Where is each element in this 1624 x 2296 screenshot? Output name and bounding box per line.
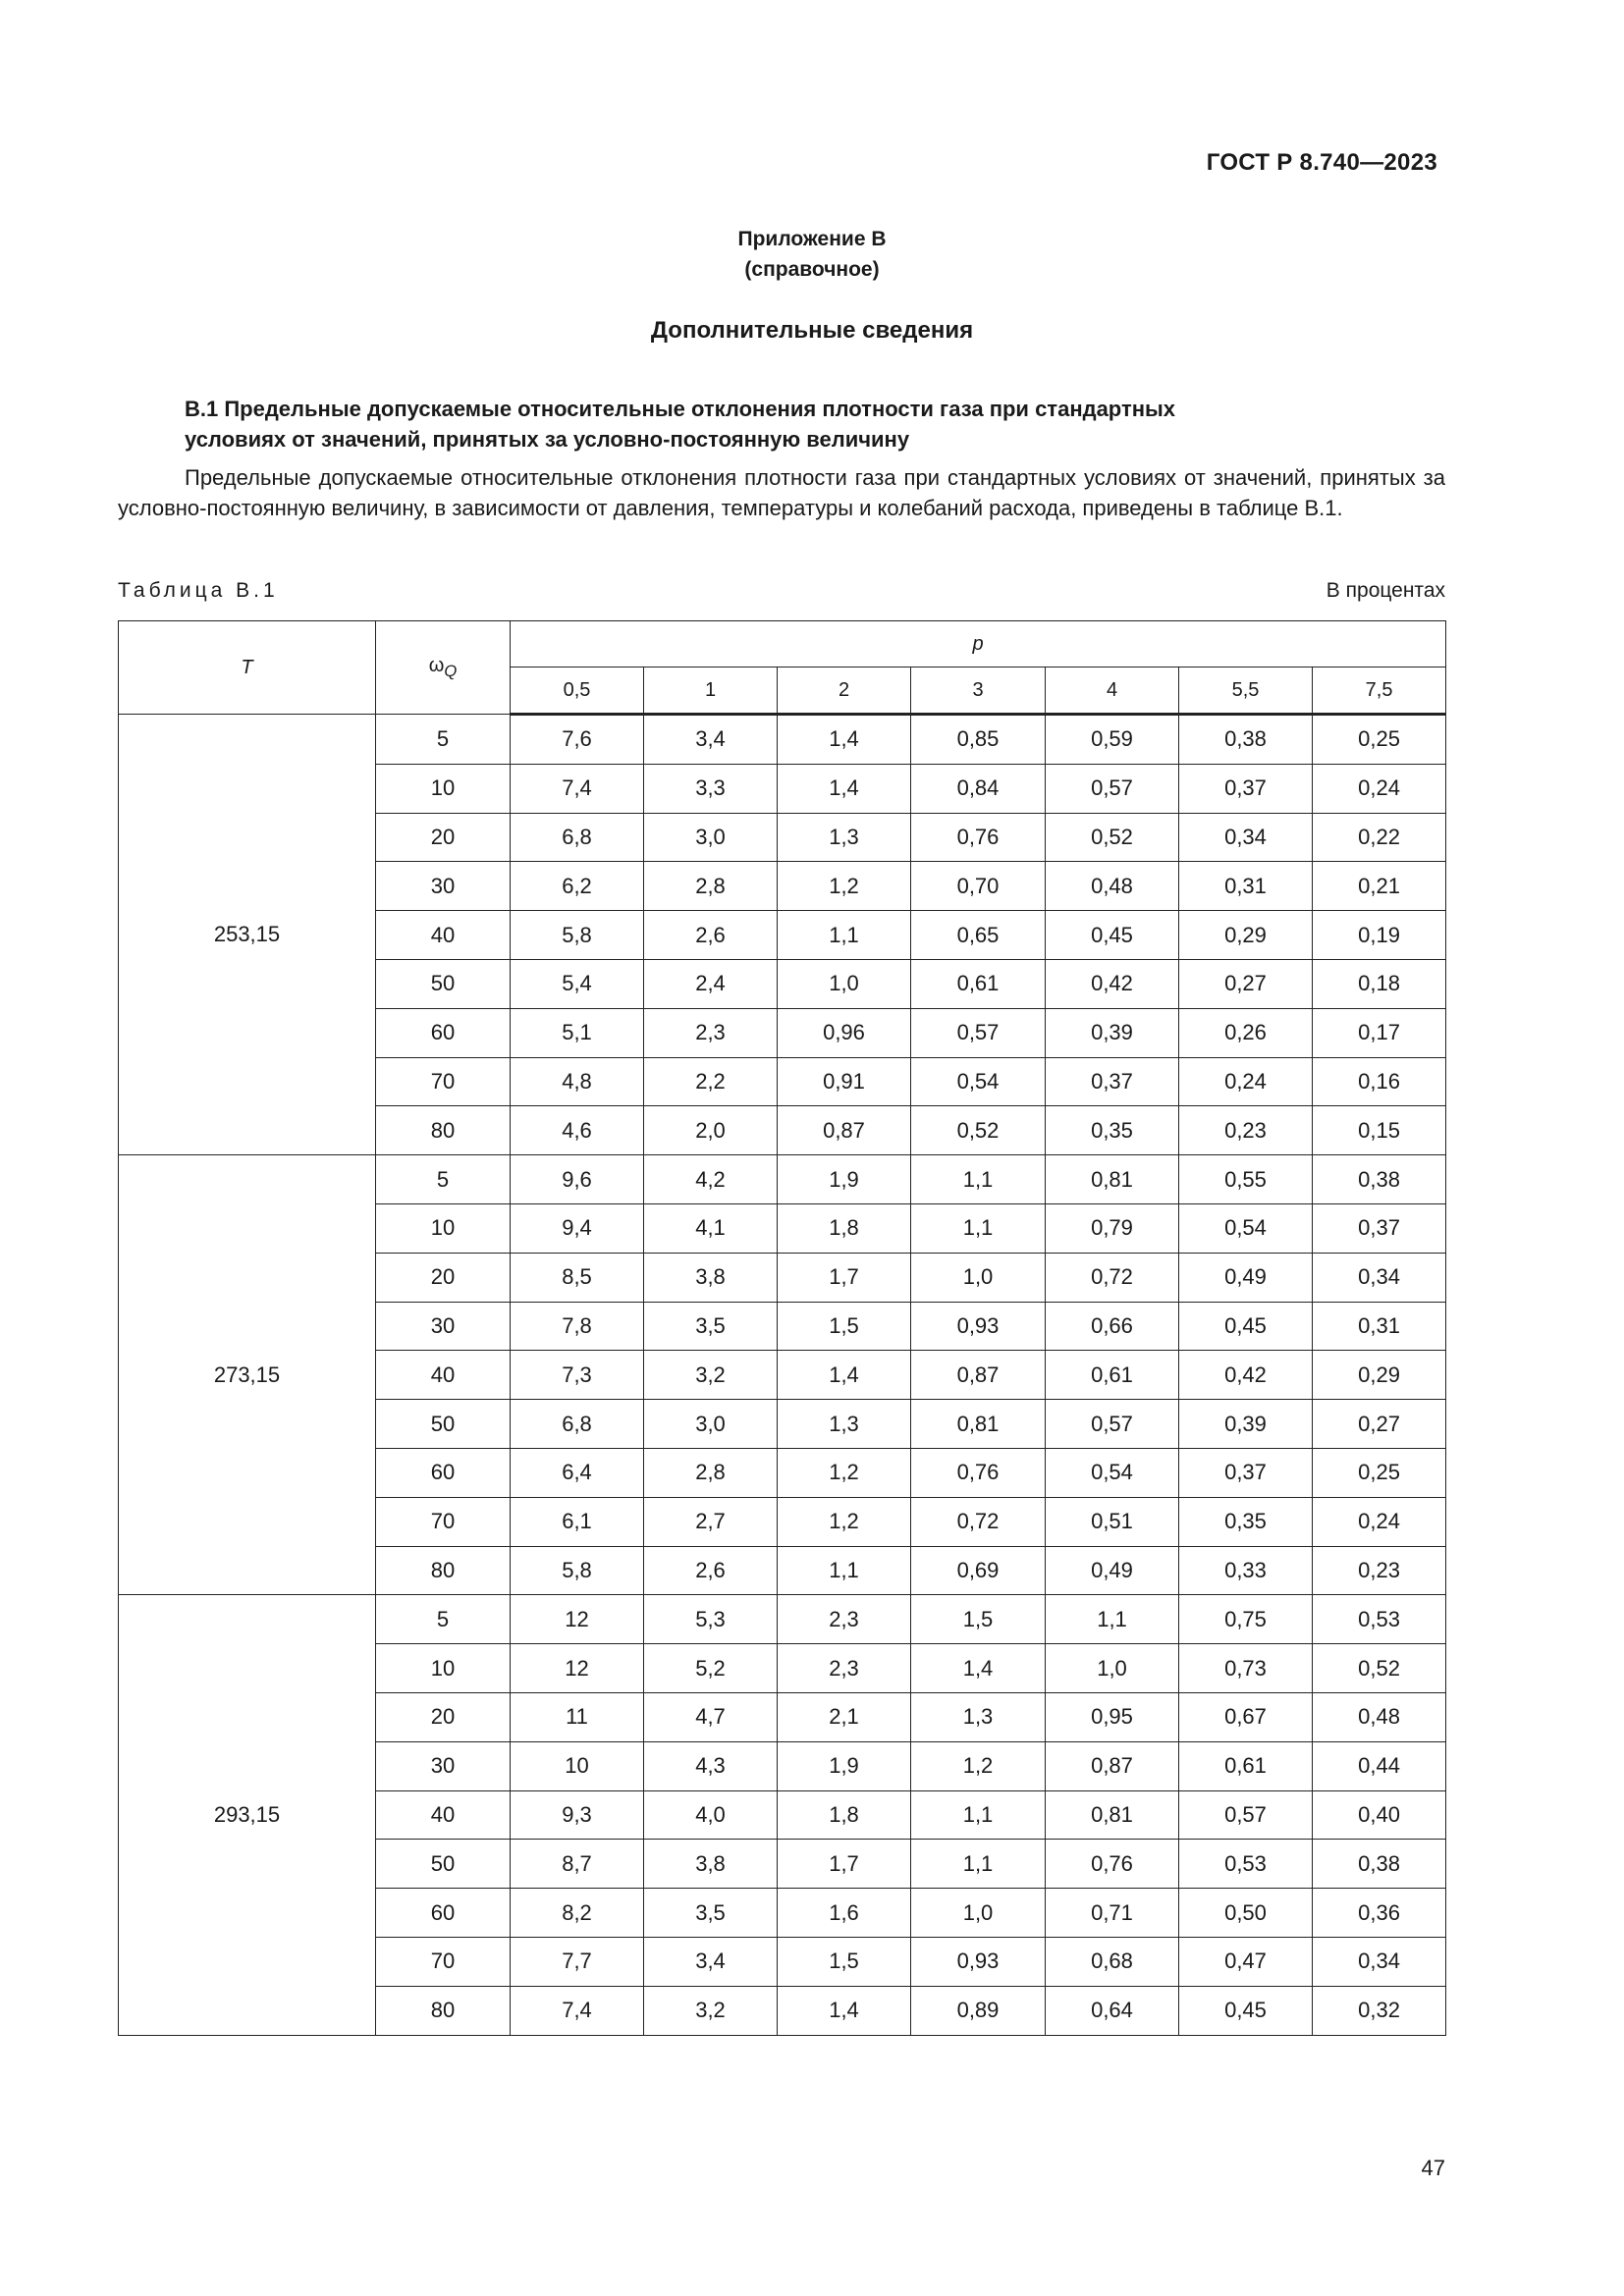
value-cell: 0,81 — [1046, 1155, 1179, 1204]
value-cell: 3,5 — [644, 1302, 778, 1351]
value-cell: 4,2 — [644, 1155, 778, 1204]
table-caption — [118, 579, 1445, 603]
omega-cell: 50 — [376, 1840, 511, 1889]
omega-cell: 20 — [376, 1692, 511, 1741]
value-cell: 5,8 — [511, 911, 644, 960]
value-cell: 0,93 — [911, 1302, 1046, 1351]
value-cell: 10 — [511, 1741, 644, 1790]
body-paragraph-text: Предельные допускаемые относительные отклонения плотности газа при стандартных условиях от значений, принятых за условно-постоянную величину, в зависимости от давления, температуры и колебаний расхода, приведены в таблице В.1. — [118, 465, 1445, 520]
value-cell: 0,34 — [1313, 1937, 1446, 1986]
value-cell: 1,5 — [778, 1302, 911, 1351]
value-cell: 0,32 — [1313, 1986, 1446, 2035]
temperature-cell: 253,15 — [119, 715, 376, 1155]
value-cell: 7,6 — [511, 715, 644, 765]
value-cell: 0,25 — [1313, 1448, 1446, 1497]
subsection-heading — [185, 394, 1441, 454]
value-cell: 8,7 — [511, 1840, 644, 1889]
value-cell: 0,45 — [1179, 1302, 1313, 1351]
value-cell: 2,2 — [644, 1057, 778, 1106]
value-cell: 0,96 — [778, 1008, 911, 1057]
value-cell: 5,3 — [644, 1595, 778, 1644]
value-cell: 0,19 — [1313, 911, 1446, 960]
value-cell: 1,2 — [778, 862, 911, 911]
value-cell: 0,24 — [1313, 764, 1446, 813]
value-cell: 0,35 — [1046, 1106, 1179, 1155]
value-cell: 0,31 — [1179, 862, 1313, 911]
value-cell: 0,76 — [1046, 1840, 1179, 1889]
value-cell: 0,59 — [1046, 715, 1179, 765]
value-cell: 3,3 — [644, 764, 778, 813]
value-cell: 1,9 — [778, 1741, 911, 1790]
value-cell: 2,6 — [644, 911, 778, 960]
value-cell: 0,50 — [1179, 1889, 1313, 1938]
value-cell: 0,72 — [1046, 1253, 1179, 1302]
value-cell: 5,2 — [644, 1644, 778, 1693]
value-cell: 0,81 — [1046, 1790, 1179, 1840]
value-cell: 0,24 — [1179, 1057, 1313, 1106]
value-cell: 0,95 — [1046, 1692, 1179, 1741]
value-cell: 0,45 — [1046, 911, 1179, 960]
value-cell: 0,76 — [911, 1448, 1046, 1497]
omega-cell: 60 — [376, 1008, 511, 1057]
value-cell: 1,0 — [1046, 1644, 1179, 1693]
omega-cell: 5 — [376, 1595, 511, 1644]
value-cell: 9,3 — [511, 1790, 644, 1840]
value-cell: 0,33 — [1179, 1546, 1313, 1595]
value-cell: 3,2 — [644, 1986, 778, 2035]
table-label: Таблица В.1 — [118, 579, 279, 602]
value-cell: 1,3 — [778, 1400, 911, 1449]
value-cell: 8,5 — [511, 1253, 644, 1302]
value-cell: 0,39 — [1046, 1008, 1179, 1057]
value-cell: 0,42 — [1046, 959, 1179, 1008]
value-cell: 0,54 — [1179, 1203, 1313, 1253]
value-cell: 0,40 — [1313, 1790, 1446, 1840]
value-cell: 0,53 — [1179, 1840, 1313, 1889]
value-cell: 1,7 — [778, 1840, 911, 1889]
value-cell: 2,3 — [644, 1008, 778, 1057]
value-cell: 1,1 — [911, 1203, 1046, 1253]
value-cell: 2,0 — [644, 1106, 778, 1155]
value-cell: 4,6 — [511, 1106, 644, 1155]
omega-cell: 50 — [376, 1400, 511, 1449]
value-cell: 1,1 — [1046, 1595, 1179, 1644]
value-cell: 0,66 — [1046, 1302, 1179, 1351]
omega-cell: 10 — [376, 1644, 511, 1693]
value-cell: 0,57 — [1046, 764, 1179, 813]
value-cell: 1,2 — [911, 1741, 1046, 1790]
omega-cell: 80 — [376, 1546, 511, 1595]
value-cell: 2,4 — [644, 959, 778, 1008]
value-cell: 0,57 — [911, 1008, 1046, 1057]
table-unit: В процентах — [1326, 579, 1445, 602]
value-cell: 0,38 — [1179, 715, 1313, 765]
omega-cell: 30 — [376, 1741, 511, 1790]
value-cell: 0,27 — [1313, 1400, 1446, 1449]
value-cell: 2,8 — [644, 862, 778, 911]
value-cell: 5,4 — [511, 959, 644, 1008]
value-cell: 0,52 — [911, 1106, 1046, 1155]
value-cell: 7,8 — [511, 1302, 644, 1351]
value-cell: 7,4 — [511, 764, 644, 813]
omega-cell: 60 — [376, 1448, 511, 1497]
value-cell: 0,71 — [1046, 1889, 1179, 1938]
header-p-value: 4 — [1046, 667, 1179, 715]
value-cell: 0,64 — [1046, 1986, 1179, 2035]
omega-cell: 70 — [376, 1057, 511, 1106]
header-omega: $\omega_Q$ — [376, 621, 511, 715]
value-cell: 4,1 — [644, 1203, 778, 1253]
value-cell: 3,0 — [644, 1400, 778, 1449]
value-cell: 0,21 — [1313, 862, 1446, 911]
value-cell: 0,57 — [1179, 1790, 1313, 1840]
value-cell: 0,23 — [1313, 1546, 1446, 1595]
header-p-value: 2 — [778, 667, 911, 715]
value-cell: 0,79 — [1046, 1203, 1179, 1253]
omega-cell: 80 — [376, 1106, 511, 1155]
value-cell: 3,0 — [644, 813, 778, 862]
standard-code: ГОСТ Р 8.740—2023 — [1206, 149, 1437, 176]
value-cell: 0,29 — [1179, 911, 1313, 960]
value-cell: 0,69 — [911, 1546, 1046, 1595]
value-cell: 0,34 — [1179, 813, 1313, 862]
header-p: p — [511, 621, 1446, 667]
value-cell: 0,55 — [1179, 1155, 1313, 1204]
value-cell: 0,51 — [1046, 1497, 1179, 1546]
value-cell: 0,84 — [911, 764, 1046, 813]
value-cell: 0,42 — [1179, 1351, 1313, 1400]
value-cell: 2,1 — [778, 1692, 911, 1741]
omega-cell: 70 — [376, 1497, 511, 1546]
value-cell: 0,48 — [1313, 1692, 1446, 1741]
value-cell: 0,67 — [1179, 1692, 1313, 1741]
value-cell: 2,6 — [644, 1546, 778, 1595]
body-paragraph — [118, 462, 1445, 523]
header-p-value: 5,5 — [1179, 667, 1313, 715]
value-cell: 2,3 — [778, 1644, 911, 1693]
value-cell: 0,87 — [911, 1351, 1046, 1400]
value-cell: 1,1 — [778, 911, 911, 960]
value-cell: 1,1 — [911, 1155, 1046, 1204]
value-cell: 1,2 — [778, 1497, 911, 1546]
table-row — [119, 1595, 1446, 1644]
value-cell: 4,0 — [644, 1790, 778, 1840]
value-cell: 0,37 — [1179, 764, 1313, 813]
value-cell: 0,54 — [911, 1057, 1046, 1106]
value-cell: 0,61 — [911, 959, 1046, 1008]
value-cell: 0,87 — [1046, 1741, 1179, 1790]
omega-cell: 10 — [376, 1203, 511, 1253]
value-cell: 6,1 — [511, 1497, 644, 1546]
value-cell: 0,53 — [1313, 1595, 1446, 1644]
value-cell: 0,17 — [1313, 1008, 1446, 1057]
value-cell: 0,52 — [1046, 813, 1179, 862]
value-cell: 2,8 — [644, 1448, 778, 1497]
value-cell: 0,22 — [1313, 813, 1446, 862]
value-cell: 6,8 — [511, 813, 644, 862]
value-cell: 6,8 — [511, 1400, 644, 1449]
omega-cell: 40 — [376, 1790, 511, 1840]
omega-cell: 5 — [376, 1155, 511, 1204]
value-cell: 0,34 — [1313, 1253, 1446, 1302]
value-cell: 0,65 — [911, 911, 1046, 960]
omega-cell: 40 — [376, 911, 511, 960]
value-cell: 0,45 — [1179, 1986, 1313, 2035]
omega-cell: 60 — [376, 1889, 511, 1938]
value-cell: 0,61 — [1046, 1351, 1179, 1400]
header-p-value: 7,5 — [1313, 667, 1446, 715]
value-cell: 7,7 — [511, 1937, 644, 1986]
value-cell: 0,37 — [1313, 1203, 1446, 1253]
value-cell: 0,70 — [911, 862, 1046, 911]
value-cell: 3,8 — [644, 1253, 778, 1302]
value-cell: 1,4 — [778, 715, 911, 765]
value-cell: 5,8 — [511, 1546, 644, 1595]
value-cell: 0,31 — [1313, 1302, 1446, 1351]
value-cell: 1,1 — [778, 1546, 911, 1595]
value-cell: 1,7 — [778, 1253, 911, 1302]
value-cell: 0,91 — [778, 1057, 911, 1106]
omega-cell: 30 — [376, 1302, 511, 1351]
value-cell: 6,2 — [511, 862, 644, 911]
value-cell: 1,8 — [778, 1203, 911, 1253]
value-cell: 1,8 — [778, 1790, 911, 1840]
value-cell: 0,48 — [1046, 862, 1179, 911]
value-cell: 0,44 — [1313, 1741, 1446, 1790]
omega-cell: 80 — [376, 1986, 511, 2035]
temperature-cell: 293,15 — [119, 1595, 376, 2035]
value-cell: 0,36 — [1313, 1889, 1446, 1938]
value-cell: 1,4 — [778, 1351, 911, 1400]
header-p-value: 0,5 — [511, 667, 644, 715]
header-p-value: 1 — [644, 667, 778, 715]
value-cell: 1,3 — [911, 1692, 1046, 1741]
value-cell: 0,61 — [1179, 1741, 1313, 1790]
value-cell: 1,0 — [911, 1889, 1046, 1938]
value-cell: 0,18 — [1313, 959, 1446, 1008]
value-cell: 0,25 — [1313, 715, 1446, 765]
value-cell: 0,72 — [911, 1497, 1046, 1546]
value-cell: 7,4 — [511, 1986, 644, 2035]
omega-cell: 50 — [376, 959, 511, 1008]
value-cell: 0,23 — [1179, 1106, 1313, 1155]
value-cell: 2,7 — [644, 1497, 778, 1546]
value-cell: 0,29 — [1313, 1351, 1446, 1400]
value-cell: 0,49 — [1046, 1546, 1179, 1595]
value-cell: 1,1 — [911, 1790, 1046, 1840]
value-cell: 0,15 — [1313, 1106, 1446, 1155]
value-cell: 4,3 — [644, 1741, 778, 1790]
value-cell: 0,81 — [911, 1400, 1046, 1449]
header-p-value: 3 — [911, 667, 1046, 715]
value-cell: 2,3 — [778, 1595, 911, 1644]
value-cell: 6,4 — [511, 1448, 644, 1497]
value-cell: 0,24 — [1313, 1497, 1446, 1546]
value-cell: 0,47 — [1179, 1937, 1313, 1986]
value-cell: 3,4 — [644, 715, 778, 765]
value-cell: 5,1 — [511, 1008, 644, 1057]
value-cell: 0,37 — [1179, 1448, 1313, 1497]
value-cell: 0,85 — [911, 715, 1046, 765]
value-cell: 0,26 — [1179, 1008, 1313, 1057]
omega-cell: 30 — [376, 862, 511, 911]
value-cell: 3,5 — [644, 1889, 778, 1938]
page-number: 47 — [1421, 2156, 1445, 2180]
value-cell: 1,3 — [778, 813, 911, 862]
value-cell: 1,0 — [778, 959, 911, 1008]
value-cell: 0,38 — [1313, 1155, 1446, 1204]
value-cell: 0,75 — [1179, 1595, 1313, 1644]
value-cell: 1,5 — [778, 1937, 911, 1986]
appendix-heading — [0, 224, 1624, 285]
value-cell: 3,4 — [644, 1937, 778, 1986]
value-cell: 12 — [511, 1595, 644, 1644]
value-cell: 4,8 — [511, 1057, 644, 1106]
value-cell: 1,2 — [778, 1448, 911, 1497]
table-body — [119, 715, 1446, 2036]
value-cell: 9,6 — [511, 1155, 644, 1204]
value-cell: 1,1 — [911, 1840, 1046, 1889]
value-cell: 0,76 — [911, 813, 1046, 862]
value-cell: 9,4 — [511, 1203, 644, 1253]
value-cell: 0,35 — [1179, 1497, 1313, 1546]
appendix-title: Приложение В — [737, 228, 887, 250]
temperature-cell: 273,15 — [119, 1155, 376, 1595]
table-row — [119, 715, 1446, 765]
value-cell: 0,38 — [1313, 1840, 1446, 1889]
value-cell: 4,7 — [644, 1692, 778, 1741]
value-cell: 1,4 — [778, 764, 911, 813]
value-cell: 0,16 — [1313, 1057, 1446, 1106]
value-cell: 0,54 — [1046, 1448, 1179, 1497]
subsection-heading-line-2: условиях от значений, принятых за условно-постоянную величину — [185, 427, 910, 452]
subsection-heading-line-1: В.1 Предельные допускаемые относительные отклонения плотности газа при стандартных — [185, 397, 1176, 421]
appendix-type: (справочное) — [744, 258, 880, 281]
value-cell: 0,49 — [1179, 1253, 1313, 1302]
value-cell: 0,93 — [911, 1937, 1046, 1986]
omega-cell: 70 — [376, 1937, 511, 1986]
header-t: T — [119, 621, 376, 715]
data-table — [118, 620, 1446, 2036]
value-cell: 1,4 — [778, 1986, 911, 2035]
value-cell: 8,2 — [511, 1889, 644, 1938]
value-cell: 0,52 — [1313, 1644, 1446, 1693]
value-cell: 0,68 — [1046, 1937, 1179, 1986]
value-cell: 7,3 — [511, 1351, 644, 1400]
value-cell: 0,57 — [1046, 1400, 1179, 1449]
table-row — [119, 1155, 1446, 1204]
value-cell: 1,0 — [911, 1253, 1046, 1302]
value-cell: 0,73 — [1179, 1644, 1313, 1693]
value-cell: 0,89 — [911, 1986, 1046, 2035]
value-cell: 1,9 — [778, 1155, 911, 1204]
value-cell: 1,5 — [911, 1595, 1046, 1644]
omega-cell: 10 — [376, 764, 511, 813]
value-cell: 3,8 — [644, 1840, 778, 1889]
omega-cell: 5 — [376, 715, 511, 765]
value-cell: 3,2 — [644, 1351, 778, 1400]
value-cell: 12 — [511, 1644, 644, 1693]
value-cell: 0,87 — [778, 1106, 911, 1155]
omega-cell: 20 — [376, 813, 511, 862]
section-title: Дополнительные сведения — [650, 317, 974, 344]
omega-cell: 40 — [376, 1351, 511, 1400]
value-cell: 0,37 — [1046, 1057, 1179, 1106]
value-cell: 11 — [511, 1692, 644, 1741]
value-cell: 1,6 — [778, 1889, 911, 1938]
omega-cell: 20 — [376, 1253, 511, 1302]
value-cell: 0,27 — [1179, 959, 1313, 1008]
value-cell: 0,39 — [1179, 1400, 1313, 1449]
value-cell: 1,4 — [911, 1644, 1046, 1693]
